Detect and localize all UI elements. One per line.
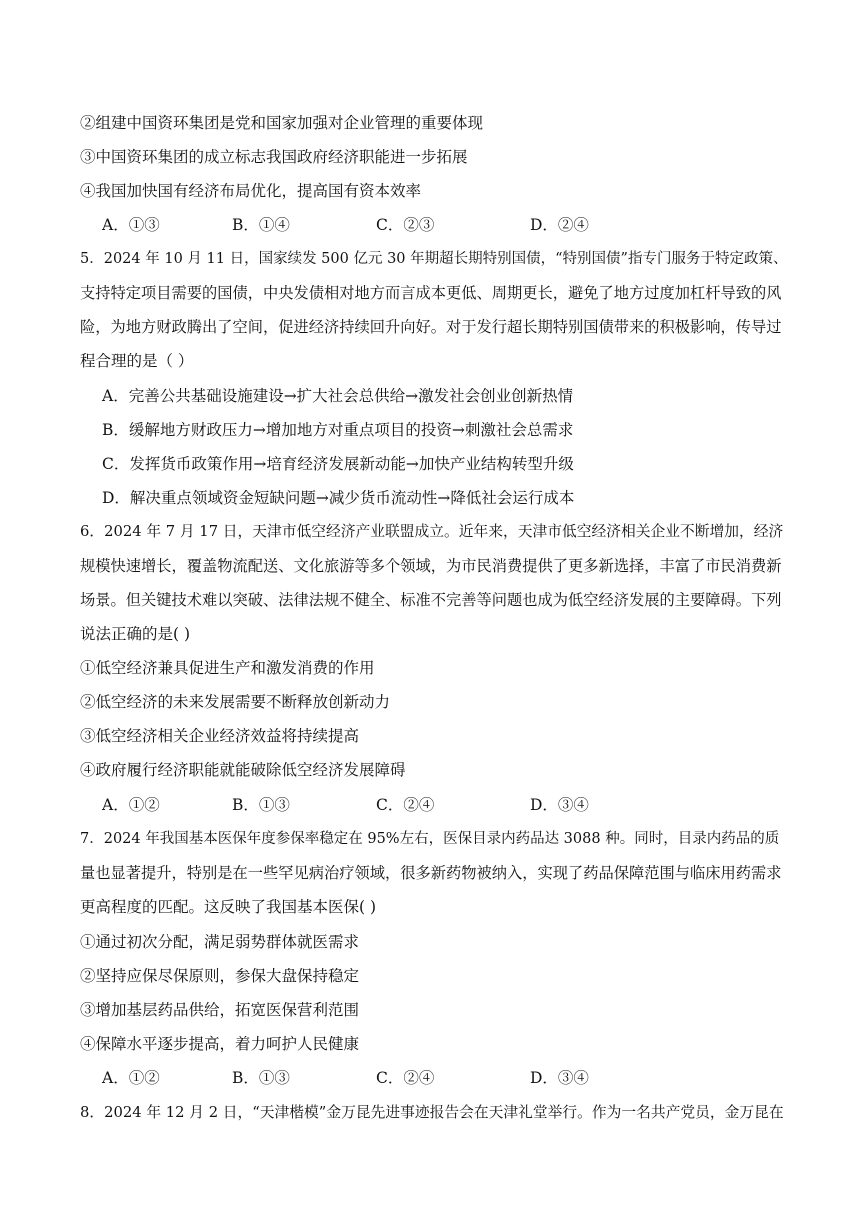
q7-options [102,1068,630,1088]
q4-option-d[interactable]: D．②④ [530,216,589,234]
q6-option-d[interactable]: D．③④ [530,796,589,814]
q6-options [102,795,630,815]
q4-statement-4: ④我国加快国有经济布局优化，提高国有资本效率 [80,182,422,200]
q5-option-d[interactable]: D．解决重点领域资金短缺问题→减少货币流动性→降低社会运行成本 [102,489,575,507]
q5-stem [80,242,788,378]
q6-stem [80,515,788,651]
q4-statement-2: ②组建中国资环集团是党和国家加强对企业管理的重要体现 [80,114,484,132]
q5-option-c[interactable]: C．发挥货币政策作用→培育经济发展新动能→加快产业结构转型升级 [102,455,574,473]
q4-options [102,215,630,235]
q5-option-b[interactable]: B．缓解地方财政压力→增加地方对重点项目的投资→刺激社会总需求 [102,421,574,439]
q7-stem-line: 更高程度的匹配。这反映了我国基本医保( ) [80,898,377,916]
q5-stem-line: 程合理的是（ ） [80,352,194,370]
q7-stem-line: 量也显著提升，特别是在一些罕见病治疗领域，很多新药物被纳入，实现了药品保障范围与临床用药需求 [80,864,782,882]
q7-option-b[interactable]: B．①③ [232,1069,290,1087]
q7-option-d[interactable]: D．③④ [530,1069,589,1087]
q4-option-c[interactable]: C．②③ [376,216,435,234]
q8-stem-line: 8．2024 年 12 月 2 日，“天津楷模”金万昆先进事迹报告会在天津礼堂举行。作为一名共产党员，金万昆在 [80,1104,784,1121]
q5-stem-line: 支持特定项目需要的国债，中央发债相对地方而言成本更低、周期更长，避免了地方过度加杠杆导致的风 [80,284,782,302]
q7-statement-4: ④保障水平逐步提高，着力呵护人民健康 [80,1035,360,1053]
q7-statement-2: ②坚持应保尽保原则，参保大盘保持稳定 [80,967,360,985]
q7-option-a[interactable]: A．①② [102,1069,160,1087]
q6-option-c[interactable]: C．②④ [376,796,435,814]
q4-option-a[interactable]: A．①③ [102,216,160,234]
q4-option-b[interactable]: B．①④ [232,216,290,234]
q6-option-a[interactable]: A．①② [102,796,160,814]
q6-statement-1: ①低空经济兼具促进生产和激发消费的作用 [80,659,375,677]
q5-stem-line: 险，为地方财政腾出了空间，促进经济持续回升向好。对于发行超长期特别国债带来的积极影响，传导过 [80,318,782,336]
q7-stem-line: 7．2024 年我国基本医保年度参保率稳定在 95%左右，医保目录内药品达 3088 种。同时，目录内药品的质 [80,831,780,847]
q6-statement-2: ②低空经济的未来发展需要不断释放创新动力 [80,693,391,711]
q6-statement-3: ③低空经济相关企业经济效益将持续提高 [80,727,360,745]
q7-option-c[interactable]: C．②④ [376,1069,435,1087]
q5-stem-line: 5．2024 年 10 月 11 日，国家续发 500 亿元 30 年期超长期特别国债，“特别国债”指专门服务于特定政策、 [80,251,788,267]
q7-statement-1: ①通过初次分配，满足弱势群体就医需求 [80,933,360,951]
q5-option-a[interactable]: A．完善公共基础设施建设→扩大社会总供给→激发社会创业创新热情 [102,387,574,405]
q6-stem-line: 6．2024 年 7 月 17 日，天津市低空经济产业联盟成立。近年来，天津市低空经济相关企业不断增加，经济 [80,523,784,540]
q4-statement-3: ③中国资环集团的成立标志我国政府经济职能进一步拓展 [80,148,468,166]
q6-statement-4: ④政府履行经济职能就能破除低空经济发展障碍 [80,761,406,779]
q8-stem [80,1096,788,1130]
q6-option-b[interactable]: B．①③ [232,796,290,814]
q6-stem-line: 说法正确的是( ) [80,625,191,643]
q6-stem-line: 场景。但关键技术难以突破、法律法规不健全、标准不完善等问题也成为低空经济发展的主要障碍。下列 [80,591,782,609]
q7-stem [80,822,788,924]
q6-stem-line: 规模快速增长，覆盖物流配送、文化旅游等多个领域，为市民消费提供了更多新选择，丰富了市民消费新 [80,557,782,575]
q7-statement-3: ③增加基层药品供给，拓宽医保营利范围 [80,1001,360,1019]
